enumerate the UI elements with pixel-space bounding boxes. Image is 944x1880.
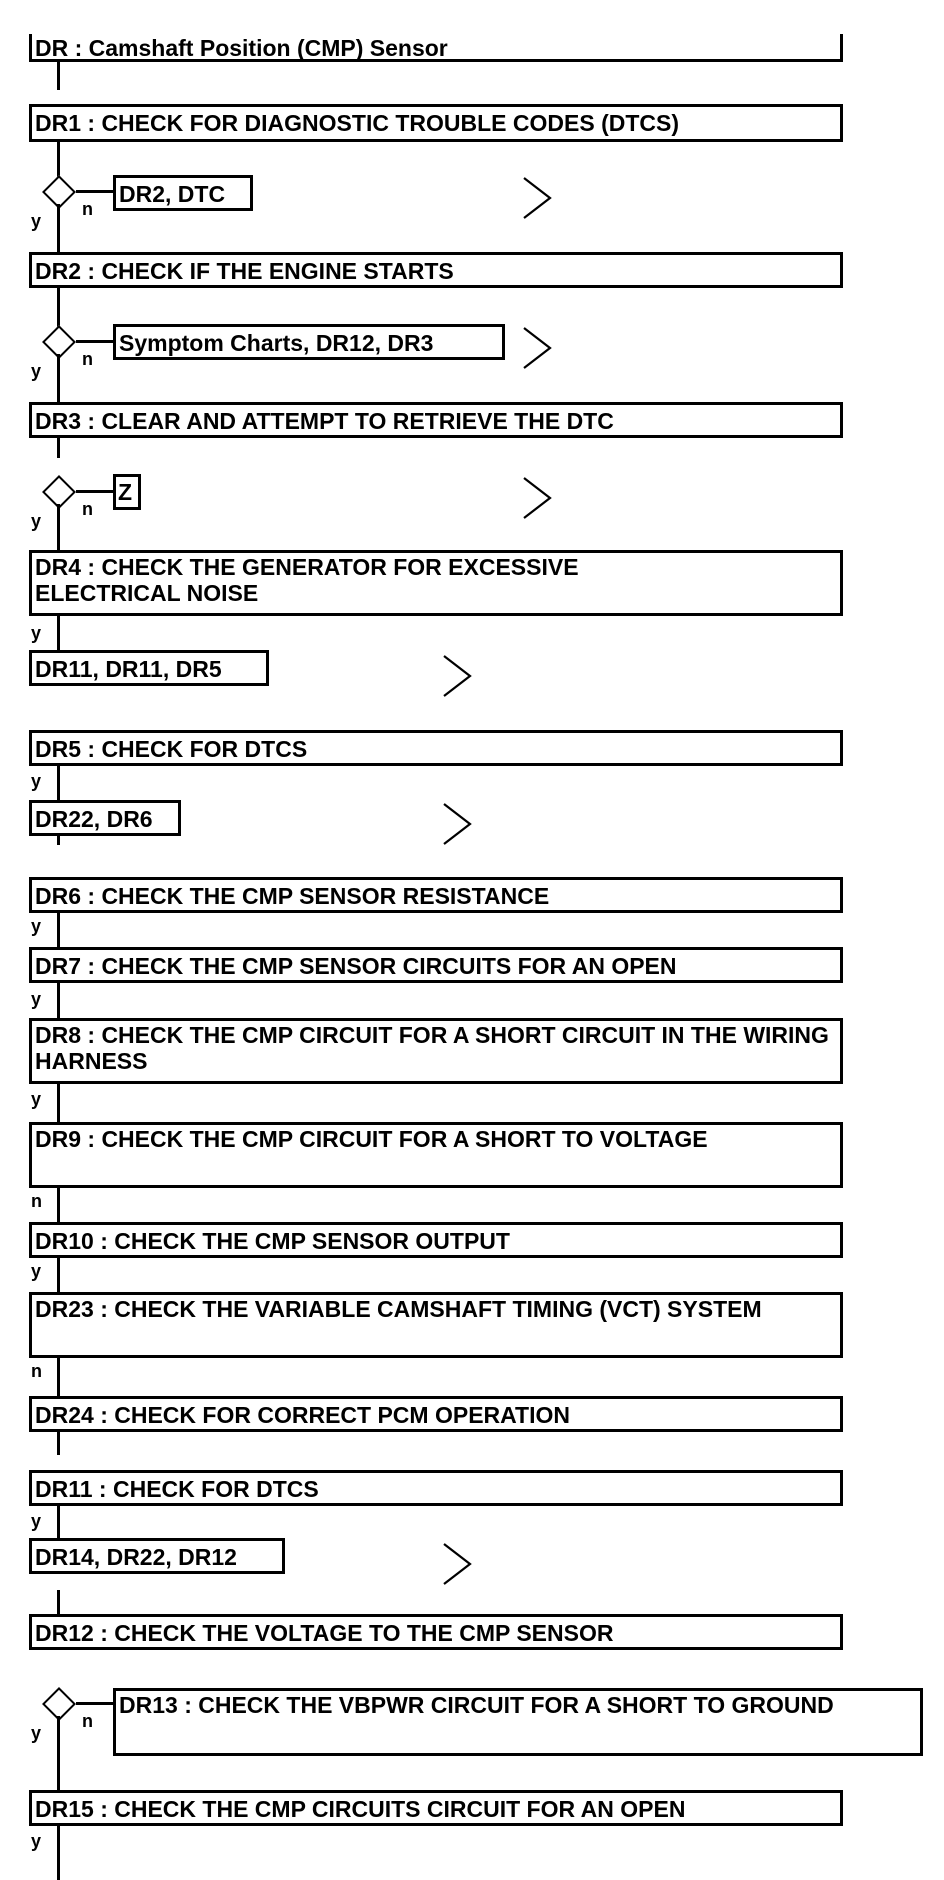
- step-dr11-yes-result: DR14, DR22, DR12: [29, 1538, 285, 1574]
- step-dr2-no-result: Symptom Charts, DR12, DR3: [113, 324, 505, 360]
- connector-line: [57, 1084, 60, 1122]
- connector-line: [57, 1716, 60, 1790]
- step-dr24: DR24 : CHECK FOR CORRECT PCM OPERATION: [29, 1396, 843, 1432]
- connector-line: [57, 766, 60, 800]
- step-dr1: DR1 : CHECK FOR DIAGNOSTIC TROUBLE CODES (DTCS): [29, 104, 843, 142]
- step-dr2: DR2 : CHECK IF THE ENGINE STARTS: [29, 252, 843, 288]
- step-dr15: DR15 : CHECK THE CMP CIRCUITS CIRCUIT FOR AN OPEN: [29, 1790, 843, 1826]
- step-dr6: DR6 : CHECK THE CMP SENSOR RESISTANCE: [29, 877, 843, 913]
- chevron-right-icon: [440, 652, 476, 700]
- step-dr4: DR4 : CHECK THE GENERATOR FOR EXCESSIVE ELECTRICAL NOISE: [29, 550, 843, 616]
- yes-label: y: [31, 916, 42, 936]
- step-dr-title: DR : Camshaft Position (CMP) Sensor: [29, 34, 843, 62]
- step-dr3: DR3 : CLEAR AND ATTEMPT TO RETRIEVE THE DTC: [29, 402, 843, 438]
- chevron-right-icon: [520, 474, 556, 522]
- no-label: n: [82, 1711, 93, 1731]
- yes-label: y: [31, 361, 42, 381]
- step-dr1-no-result: DR2, DTC: [113, 175, 253, 211]
- chevron-right-icon: [440, 1540, 476, 1588]
- connector-line: [76, 490, 116, 493]
- connector-line: [57, 1258, 60, 1292]
- no-label: n: [82, 349, 93, 369]
- yes-label: y: [31, 1089, 42, 1109]
- yes-label: y: [31, 1831, 42, 1851]
- no-label: n: [31, 1191, 42, 1211]
- connector-line: [76, 340, 116, 343]
- no-label: n: [31, 1361, 42, 1381]
- step-dr7: DR7 : CHECK THE CMP SENSOR CIRCUITS FOR AN OPEN: [29, 947, 843, 983]
- connector-line: [57, 1358, 60, 1396]
- step-dr4-yes-result: DR11, DR11, DR5: [29, 650, 269, 686]
- step-dr3-no-result: Z: [113, 474, 141, 510]
- connector-line: [57, 616, 60, 650]
- step-dr10: DR10 : CHECK THE CMP SENSOR OUTPUT: [29, 1222, 843, 1258]
- yes-label: y: [31, 989, 42, 1009]
- step-dr23: DR23 : CHECK THE VARIABLE CAMSHAFT TIMING (VCT) SYSTEM: [29, 1292, 843, 1358]
- yes-label: y: [31, 1723, 42, 1743]
- chevron-right-icon: [440, 800, 476, 848]
- step-dr8: DR8 : CHECK THE CMP CIRCUIT FOR A SHORT CIRCUIT IN THE WIRING HARNESS: [29, 1018, 843, 1084]
- chevron-right-icon: [520, 324, 556, 372]
- step-dr12: DR12 : CHECK THE VOLTAGE TO THE CMP SENSOR: [29, 1614, 843, 1650]
- connector-line: [76, 190, 116, 193]
- connector-line: [57, 354, 60, 402]
- yes-label: y: [31, 211, 42, 231]
- connector-line: [76, 1702, 116, 1705]
- no-label: n: [82, 499, 93, 519]
- connector-line: [57, 504, 60, 550]
- yes-label: y: [31, 511, 42, 531]
- yes-label: y: [31, 771, 42, 791]
- connector-line: [57, 1506, 60, 1538]
- yes-label: y: [31, 1261, 42, 1281]
- step-dr9: DR9 : CHECK THE CMP CIRCUIT FOR A SHORT TO VOLTAGE: [29, 1122, 843, 1188]
- step-dr5: DR5 : CHECK FOR DTCS: [29, 730, 843, 766]
- connector-line: [57, 913, 60, 947]
- connector-line: [57, 1826, 60, 1880]
- chevron-right-icon: [520, 174, 556, 222]
- yes-label: y: [31, 623, 42, 643]
- connector-line: [57, 1188, 60, 1222]
- step-dr13: DR13 : CHECK THE VBPWR CIRCUIT FOR A SHORT TO GROUND: [113, 1688, 923, 1756]
- connector-line: [57, 60, 60, 90]
- yes-label: y: [31, 1511, 42, 1531]
- connector-line: [57, 204, 60, 252]
- step-dr11: DR11 : CHECK FOR DTCS: [29, 1470, 843, 1506]
- step-dr5-yes-result: DR22, DR6: [29, 800, 181, 836]
- no-label: n: [82, 199, 93, 219]
- connector-line: [57, 983, 60, 1018]
